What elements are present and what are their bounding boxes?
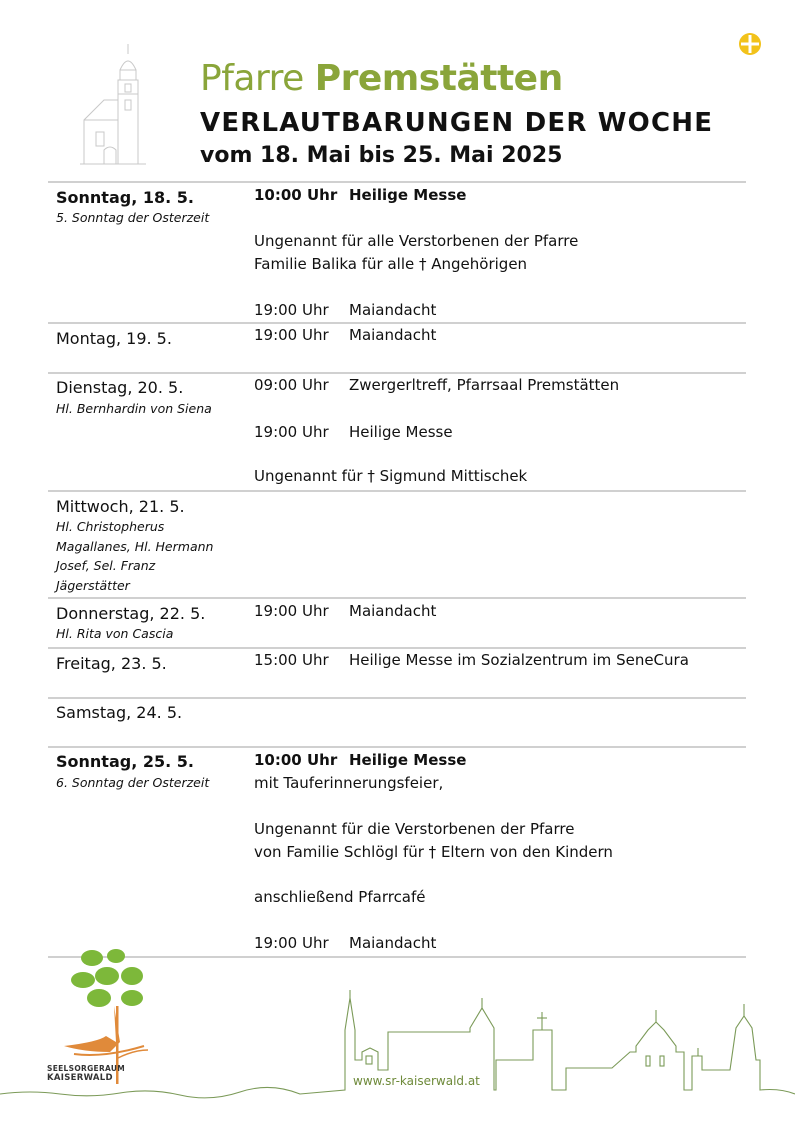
event-title: Maiandacht: [349, 326, 437, 344]
divider: [48, 490, 746, 492]
event-detail: von Familie Schlögl für † Eltern von den Kindern: [254, 843, 613, 861]
event-time: 19:00 Uhr: [254, 602, 329, 620]
day-label: Sonntag, 25. 5.: [56, 752, 194, 771]
divider: [48, 322, 746, 324]
event-detail: Ungenannt für die Verstorbenen der Pfarre: [254, 820, 575, 838]
divider: [48, 181, 746, 183]
day-label: Dienstag, 20. 5.: [56, 378, 184, 397]
event-title: Zwergerltreff, Pfarrsaal Premstätten: [349, 376, 620, 394]
page-subtitle: VERLAUTBARUNGEN DER WOCHE: [200, 108, 714, 138]
event-time: 19:00 Uhr: [254, 326, 329, 344]
event-title: Maiandacht: [349, 301, 437, 319]
day-note: Magallanes, Hl. Hermann: [56, 539, 214, 554]
event-detail: Familie Balika für alle † Angehörigen: [254, 255, 528, 273]
event-detail: mit Tauferinnerungsfeier,: [254, 774, 444, 792]
event-title: Heilige Messe: [349, 186, 467, 204]
day-note: Hl. Christopherus: [56, 519, 165, 534]
divider: [48, 597, 746, 599]
event-detail: anschließend Pfarrcafé: [254, 888, 426, 906]
event-detail: Ungenannt für alle Verstorbenen der Pfarre: [254, 232, 579, 250]
day-note: Hl. Bernhardin von Siena: [56, 401, 212, 416]
event-title: Maiandacht: [349, 934, 437, 952]
day-note: Jägerstätter: [56, 578, 130, 593]
day-label: Freitag, 23. 5.: [56, 654, 167, 673]
divider: [48, 372, 746, 374]
day-label: Sonntag, 18. 5.: [56, 188, 194, 207]
day-note: Hl. Rita von Cascia: [56, 626, 174, 641]
divider: [48, 697, 746, 699]
event-time: 10:00 Uhr: [254, 186, 338, 204]
day-note: 5. Sonntag der Osterzeit: [56, 210, 210, 225]
event-time: 19:00 Uhr: [254, 934, 329, 952]
date-range: vom 18. Mai bis 25. Mai 2025: [200, 143, 563, 168]
event-time: 19:00 Uhr: [254, 423, 329, 441]
day-note: Josef, Sel. Franz: [56, 558, 156, 573]
event-title: Heilige Messe: [349, 423, 453, 441]
day-label: Montag, 19. 5.: [56, 329, 172, 348]
logo-text: KAISERWALD: [47, 1073, 113, 1083]
day-note: 6. Sonntag der Osterzeit: [56, 775, 210, 790]
event-detail: Ungenannt für † Sigmund Mittischek: [254, 467, 528, 485]
logo-text: SEELSORGERAUM: [47, 1064, 126, 1073]
website-link[interactable]: www.sr-kaiserwald.at: [353, 1074, 480, 1088]
day-label: Samstag, 24. 5.: [56, 703, 183, 722]
page-title: Pfarre Premstätten: [200, 58, 563, 99]
divider: [48, 647, 746, 649]
event-time: 19:00 Uhr: [254, 301, 329, 319]
event-title: Maiandacht: [349, 602, 437, 620]
day-label: Donnerstag, 22. 5.: [56, 604, 206, 623]
event-time: 15:00 Uhr: [254, 651, 329, 669]
event-title: Heilige Messe: [349, 751, 467, 769]
event-title: Heilige Messe im Sozialzentrum im SeneCura: [349, 651, 689, 669]
divider: [48, 746, 746, 748]
corner-cross-icon: [738, 32, 762, 56]
church-drawing-icon: [80, 44, 146, 166]
event-time: 09:00 Uhr: [254, 376, 329, 394]
day-label: Mittwoch, 21. 5.: [56, 497, 185, 516]
event-time: 10:00 Uhr: [254, 751, 338, 769]
